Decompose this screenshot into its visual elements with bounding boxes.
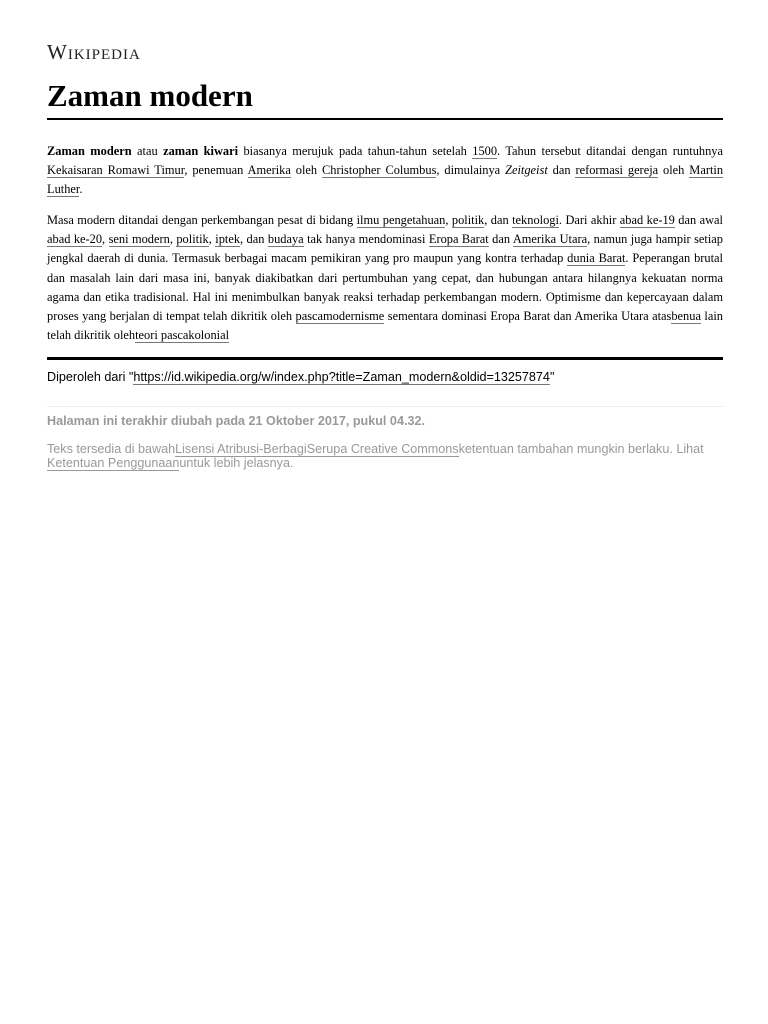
text: oleh <box>290 163 323 178</box>
text: biasanya merujuk pada tahun-tahun setelah <box>238 144 473 158</box>
footer <box>47 406 723 470</box>
link-eropa-barat[interactable]: Eropa Barat <box>428 232 489 247</box>
text: dan <box>547 163 576 178</box>
last-modified: Halaman ini terakhir diubah pada 21 Oktober 2017, pukul 04.32. <box>47 413 425 428</box>
text: , <box>169 232 177 247</box>
text: , namun juga hampir setiap jengkal daerah di dunia. Termasuk berbagai macam pemikiran yang pro maupun yang kontra terhadap <box>47 232 723 266</box>
text: . Peperangan brutal dan masalah lain dari masa ini, banyak diakibatkan dari pertumbuhan yang cepat, dan hubungan antara hilangnya kekuatan norma agama dan etika tradisional. Hal ini menimbulkan banyak reaksi terhadap perkembangan modern. Optimisme dan kepercayaan dalam proses yang berjalan di tempat telah dikritik oleh <box>47 251 723 323</box>
text: Teks tersedia di bawah <box>47 441 176 456</box>
license-notice <box>47 442 723 470</box>
page <box>47 40 723 470</box>
text: sementara dominasi Eropa Barat dan Amerika Utara atas <box>384 308 672 323</box>
link-amerika[interactable]: Amerika <box>247 163 291 178</box>
text: ketentuan tambahan mungkin berlaku. Lihat <box>458 441 704 456</box>
bold-term: Zaman modern <box>47 144 132 158</box>
link-abad-ke-19[interactable]: abad ke-19 <box>619 213 675 228</box>
text: , dimulainya <box>436 163 506 178</box>
text: , <box>208 232 216 247</box>
text: . <box>79 182 83 197</box>
text: untuk lebih jelasnya. <box>179 455 294 470</box>
link-kekaisaran-romawi-timur[interactable]: Kekaisaran Romawi Timur <box>47 163 185 178</box>
link-politik[interactable]: politik <box>451 213 485 228</box>
wikipedia-logo[interactable]: Wikipedia <box>47 40 141 64</box>
text: atau <box>131 144 164 158</box>
retrieved-suffix: " <box>549 369 555 384</box>
link-christopher-columbus[interactable]: Christopher Columbus <box>322 163 437 178</box>
paragraph-modern-era <box>47 211 723 345</box>
italic-term: Zeitgeist <box>505 163 548 178</box>
link-1500[interactable]: 1500 <box>472 144 498 158</box>
link-ilmu-pengetahuan[interactable]: ilmu pengetahuan <box>356 213 446 228</box>
link-reformasi-gereja[interactable]: reformasi gereja <box>575 163 659 178</box>
link-iptek[interactable]: iptek <box>215 232 241 247</box>
text: , dan <box>240 232 268 247</box>
text: , penemuan <box>184 163 248 178</box>
text: dan <box>488 232 513 247</box>
text: dan awal <box>674 213 723 228</box>
text: , <box>102 232 109 247</box>
link-seni-modern[interactable]: seni modern <box>108 232 170 247</box>
link-teknologi[interactable]: teknologi <box>512 213 559 228</box>
link-benua[interactable]: benua <box>671 308 701 323</box>
permanent-link[interactable]: https://id.wikipedia.org/w/index.php?title=Zaman_modern&oldid=13257874 <box>133 369 550 384</box>
content-divider <box>47 357 723 360</box>
link-politik-2[interactable]: politik <box>176 232 209 247</box>
text: . Tahun tersebut ditandai dengan runtuhnya <box>497 144 723 158</box>
bold-term: zaman kiwari <box>163 144 239 158</box>
link-budaya[interactable]: budaya <box>267 232 304 247</box>
text: tak hanya mendominasi <box>303 232 429 247</box>
text: , dan <box>484 213 513 228</box>
link-martin-luther[interactable]: Martin Luther <box>47 163 724 197</box>
link-pascamodernisme[interactable]: pascamodernisme <box>295 308 385 323</box>
link-dunia-barat[interactable]: dunia Barat <box>567 251 626 266</box>
retrieved-from <box>47 368 723 386</box>
text: , <box>445 213 452 228</box>
article-content <box>47 142 723 345</box>
link-abad-ke-20[interactable]: abad ke-20 <box>47 232 103 247</box>
link-teori-pascakolonial[interactable]: teori pascakolonial <box>135 327 230 342</box>
paragraph-intro <box>47 142 723 199</box>
text: . Dari akhir <box>558 213 620 228</box>
retrieved-prefix: Diperoleh dari " <box>47 369 134 384</box>
terms-of-use-link[interactable]: Ketentuan Penggunaan <box>47 455 180 470</box>
page-title: Zaman modern <box>47 78 723 120</box>
text: oleh <box>658 163 690 178</box>
text: Masa modern ditandai dengan perkembangan pesat di bidang <box>47 213 357 228</box>
text: lain telah dikritik oleh <box>47 308 723 342</box>
link-amerika-utara[interactable]: Amerika Utara <box>512 232 588 247</box>
license-link[interactable]: Lisensi Atribusi-BerbagiSerupa Creative Commons <box>175 441 459 456</box>
